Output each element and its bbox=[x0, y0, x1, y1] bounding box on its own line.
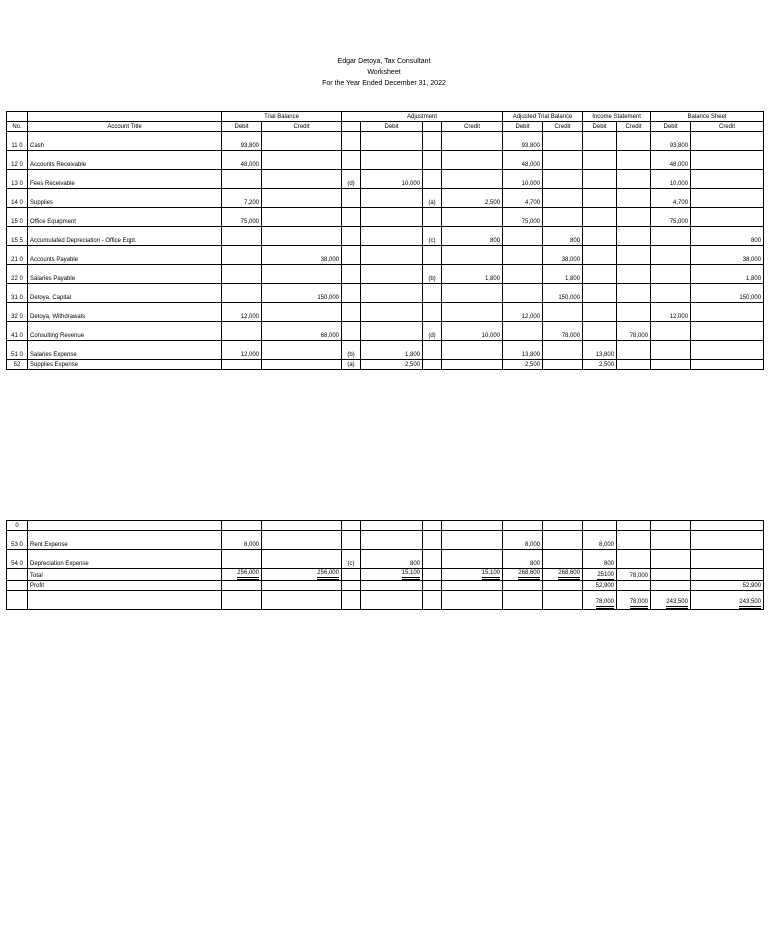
col-income-statement: Income Statement bbox=[583, 112, 651, 122]
total-row: Total 256,000 256,000 15,100 15,100 268,600 268,600 25100 78,000 bbox=[7, 569, 764, 581]
worksheet-title: Worksheet bbox=[367, 69, 401, 76]
table-row: 15 0 Office Equipment 75,000 75,000 75,000 bbox=[7, 208, 764, 227]
table-row: 32 0 Detoya, Withdrawals 12,000 12,000 12,000 bbox=[7, 303, 764, 322]
table-row: 41 0 Consulting Revenue 68,000 (d) 10,000 78,000 78,000 bbox=[7, 322, 764, 341]
worksheet-header bbox=[0, 56, 768, 89]
table-row: 15 5 Accumulated Depreciation - Office Eqpt. (c) 800 800 800 bbox=[7, 227, 764, 246]
table-row: 52 Supplies Expense (a) 2,500 2,500 2,500 bbox=[7, 360, 764, 370]
table-row: 31 0 Detoya, Capital 150,000 150,000 150,000 bbox=[7, 284, 764, 303]
company-name: Edgar Detoya, Tax Consultant bbox=[337, 58, 431, 65]
table-row: 53 0 Rent Expense 8,000 8,000 8,000 bbox=[7, 531, 764, 550]
header-row-groups bbox=[7, 112, 764, 122]
worksheet-table-top bbox=[6, 111, 764, 370]
worksheet-table-bottom bbox=[6, 520, 764, 610]
col-adj-debit: Debit bbox=[361, 122, 423, 132]
final-total-row: 78,000 78,000 243,500 243,500 bbox=[7, 591, 764, 610]
table-row: 22 0 Salaries Payable (b) 1,800 1,800 1,800 bbox=[7, 265, 764, 284]
worksheet-period: For the Year Ended December 31, 2022 bbox=[322, 80, 446, 87]
table-row: 21 0 Accounts Payable 38,000 38,000 38,000 bbox=[7, 246, 764, 265]
col-is-debit: Debit bbox=[583, 122, 617, 132]
table-row: 14 0 Supplies 7,200 (a) 2,500 4,700 4,700 bbox=[7, 189, 764, 208]
col-adjusted-trial-balance: Adjusted Trial Balance bbox=[503, 112, 583, 122]
col-bs-debit: Debit bbox=[651, 122, 691, 132]
col-adjustment: Adjustment bbox=[342, 112, 503, 122]
table-row: 13 0 Fees Receivable (d) 10,000 10,000 10,000 bbox=[7, 170, 764, 189]
table-row: 11 0 Cash 93,800 93,800 93,800 bbox=[7, 132, 764, 151]
table-row: 12 0 Accounts Receivable 48,000 48,000 48,000 bbox=[7, 151, 764, 170]
col-bs-credit: Credit bbox=[691, 122, 764, 132]
table-row: 0 bbox=[7, 521, 764, 531]
col-balance-sheet: Balance Sheet bbox=[651, 112, 764, 122]
header-row-subcols bbox=[7, 122, 764, 132]
col-atb-debit: Debit bbox=[503, 122, 543, 132]
profit-row: Profit 52,900 52,900 bbox=[7, 581, 764, 591]
col-tb-credit: Credit bbox=[262, 122, 342, 132]
col-is-credit: Credit bbox=[617, 122, 651, 132]
col-account-title: Account Title bbox=[28, 122, 222, 132]
col-no: No. bbox=[7, 122, 28, 132]
col-adj-credit: Credit bbox=[442, 122, 503, 132]
col-tb-debit: Debit bbox=[222, 122, 262, 132]
col-trial-balance: Trial Balance bbox=[222, 112, 342, 122]
table-row: 51 0 Salaries Expense 12,000 (b) 1,800 13,800 13,800 bbox=[7, 341, 764, 360]
table-row: 54 0 Depreciation Expense (c) 800 800 800 bbox=[7, 550, 764, 569]
col-atb-credit: Credit bbox=[543, 122, 583, 132]
